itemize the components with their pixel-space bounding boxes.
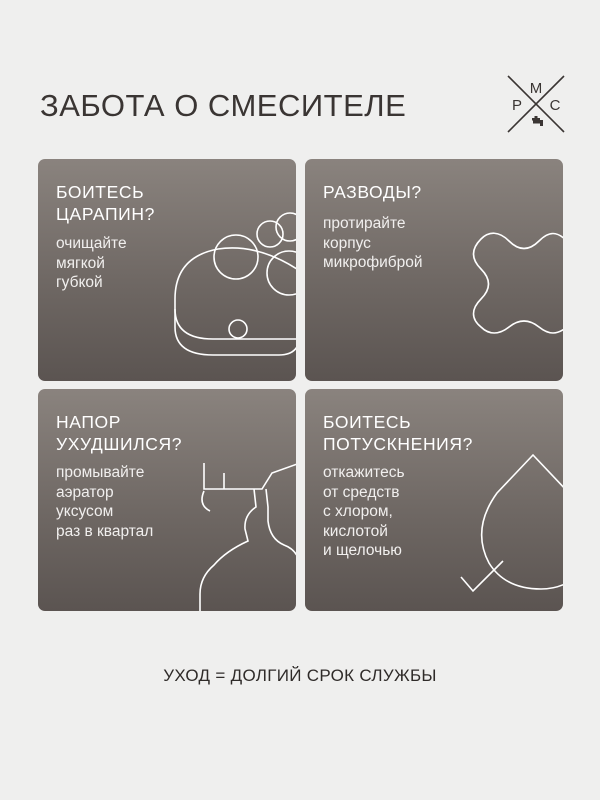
brand-logo bbox=[505, 73, 567, 135]
logo-letter-top: М bbox=[529, 80, 543, 97]
card-title: НАПОР УХУДШИЛСЯ? bbox=[56, 412, 183, 454]
card-title: БОИТЕСЬ ЦАРАПИН? bbox=[56, 182, 155, 224]
logo-letter-right: С bbox=[549, 97, 561, 114]
card-title: РАЗВОДЫ? bbox=[323, 182, 422, 202]
card-pressure bbox=[38, 389, 296, 611]
card-scratches bbox=[38, 159, 296, 381]
faucet-icon bbox=[532, 116, 543, 126]
card-text: откажитесь от средств с хлором, кислотой и щелочью bbox=[323, 464, 405, 559]
card-tarnish bbox=[305, 389, 563, 611]
footer-slogan: УХОД = ДОЛГИЙ СРОК СЛУЖБЫ bbox=[163, 666, 437, 685]
card-text: очищайте мягкой губкой bbox=[56, 235, 127, 291]
card-streaks bbox=[305, 159, 563, 381]
card-title: БОИТЕСЬ ПОТУСКНЕНИЯ? bbox=[323, 412, 473, 454]
logo-letter-left: Р bbox=[511, 97, 523, 114]
card-text: протирайте корпус микрофиброй bbox=[323, 215, 423, 271]
page-title: ЗАБОТА О СМЕСИТЕЛЕ bbox=[40, 88, 407, 123]
card-text: промывайте аэратор уксусом раз в квартал bbox=[56, 464, 154, 540]
